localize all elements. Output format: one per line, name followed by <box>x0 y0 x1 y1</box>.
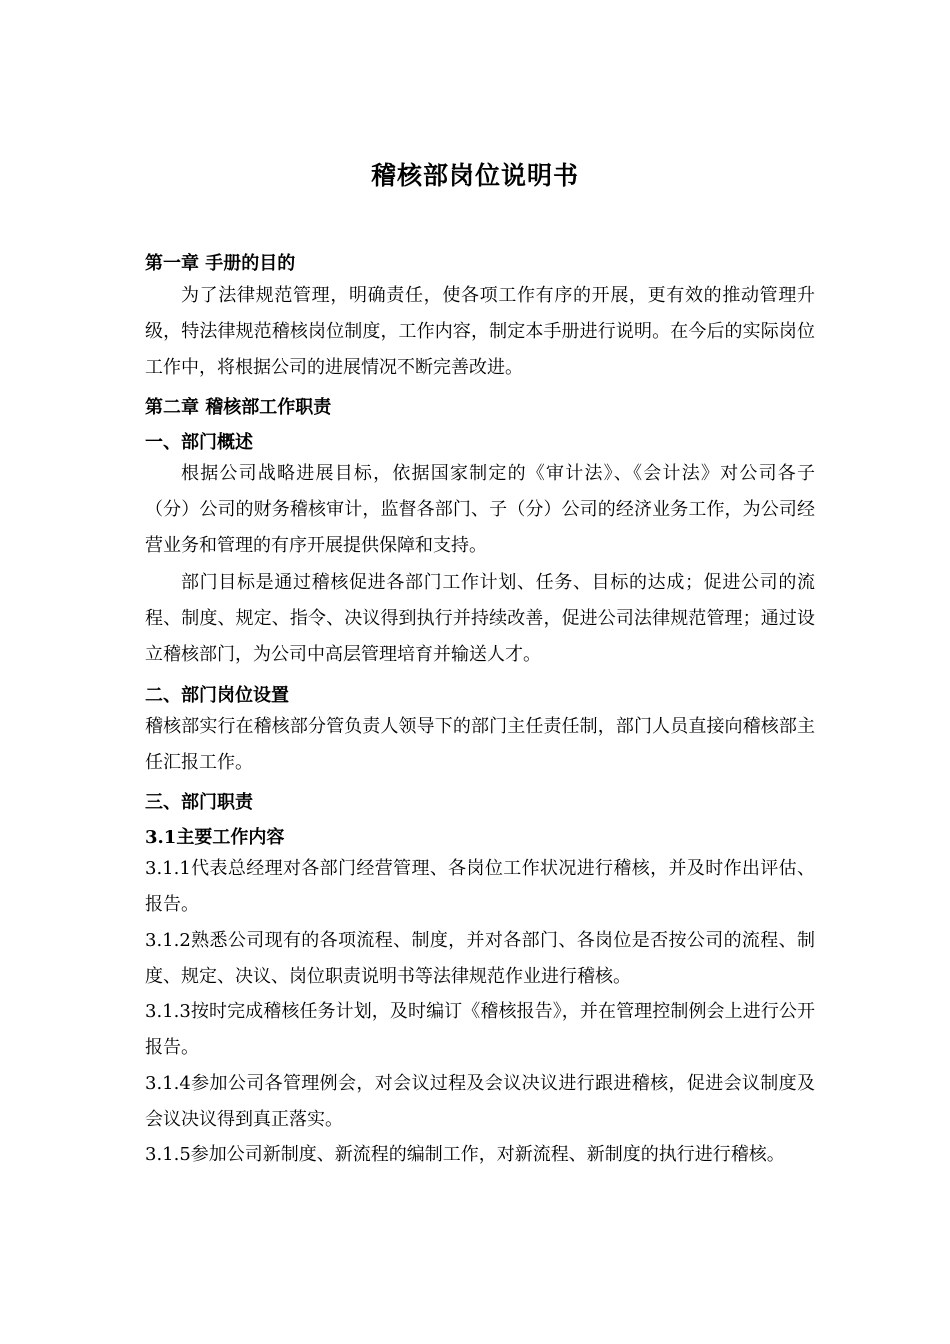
chapter2-heading: 第二章 稽核部工作职责 <box>145 397 332 418</box>
section1-heading: 一、部门概述 <box>145 432 253 453</box>
list-item: 3.1.3按时完成稽核任务计划，及时编订《稽核报告》，并在管理控制例会上进行公开报告。 <box>145 1001 815 1058</box>
list-item: 3.1.5参加公司新制度、新流程的编制工作，对新流程、新制度的执行进行稽核。 <box>145 1144 785 1165</box>
document-title: 稽核部岗位说明书 <box>370 161 579 190</box>
list-item: 3.1.4参加公司各管理例会，对会议过程及会议决议进行跟进稽核，促进会议制度及会议决议得到真正落实。 <box>145 1073 815 1130</box>
section1-paragraph-2: 部门目标是通过稽核促进各部门工作计划、任务、目标的达成；促进公司的流程、制度、规定、指令、决议得到执行并持续改善，促进公司法律规范管理；通过设立稽核部门，为公司中高层管理培育并输送人才。 <box>145 572 815 665</box>
section1-paragraph-1: 根据公司战略进展目标，依据国家制定的《审计法》、《会计法》对公司各子（分）公司的财务稽核审计，监督各部门、子（分）公司的经济业务工作，为公司经营业务和管理的有序开展提供保障和支持。 <box>145 463 815 556</box>
list-item: 3.1.1代表总经理对各部门经营管理、各岗位工作状况进行稽核，并及时作出评估、报告。 <box>145 858 815 915</box>
section2-heading: 二、部门岗位设置 <box>145 685 289 706</box>
section3-subheading: 3.1主要工作内容 <box>145 827 285 848</box>
section3-heading: 三、部门职责 <box>145 792 253 813</box>
list-item: 3.1.2熟悉公司现有的各项流程、制度，并对各部门、各岗位是否按公司的流程、制度、规定、决议、岗位职责说明书等法律规范作业进行稽核。 <box>145 930 815 987</box>
chapter1-heading: 第一章 手册的目的 <box>145 253 296 274</box>
chapter1-paragraph: 为了法律规范管理，明确责任，使各项工作有序的开展，更有效的推动管理升级，特法律规范稽核岗位制度，工作内容，制定本手册进行说明。在今后的实际岗位工作中，将根据公司的进展情况不断完善改进。 <box>145 285 815 378</box>
section2-paragraph: 稽核部实行在稽核部分管负责人领导下的部门主任责任制，部门人员直接向稽核部主任汇报工作。 <box>145 716 815 773</box>
